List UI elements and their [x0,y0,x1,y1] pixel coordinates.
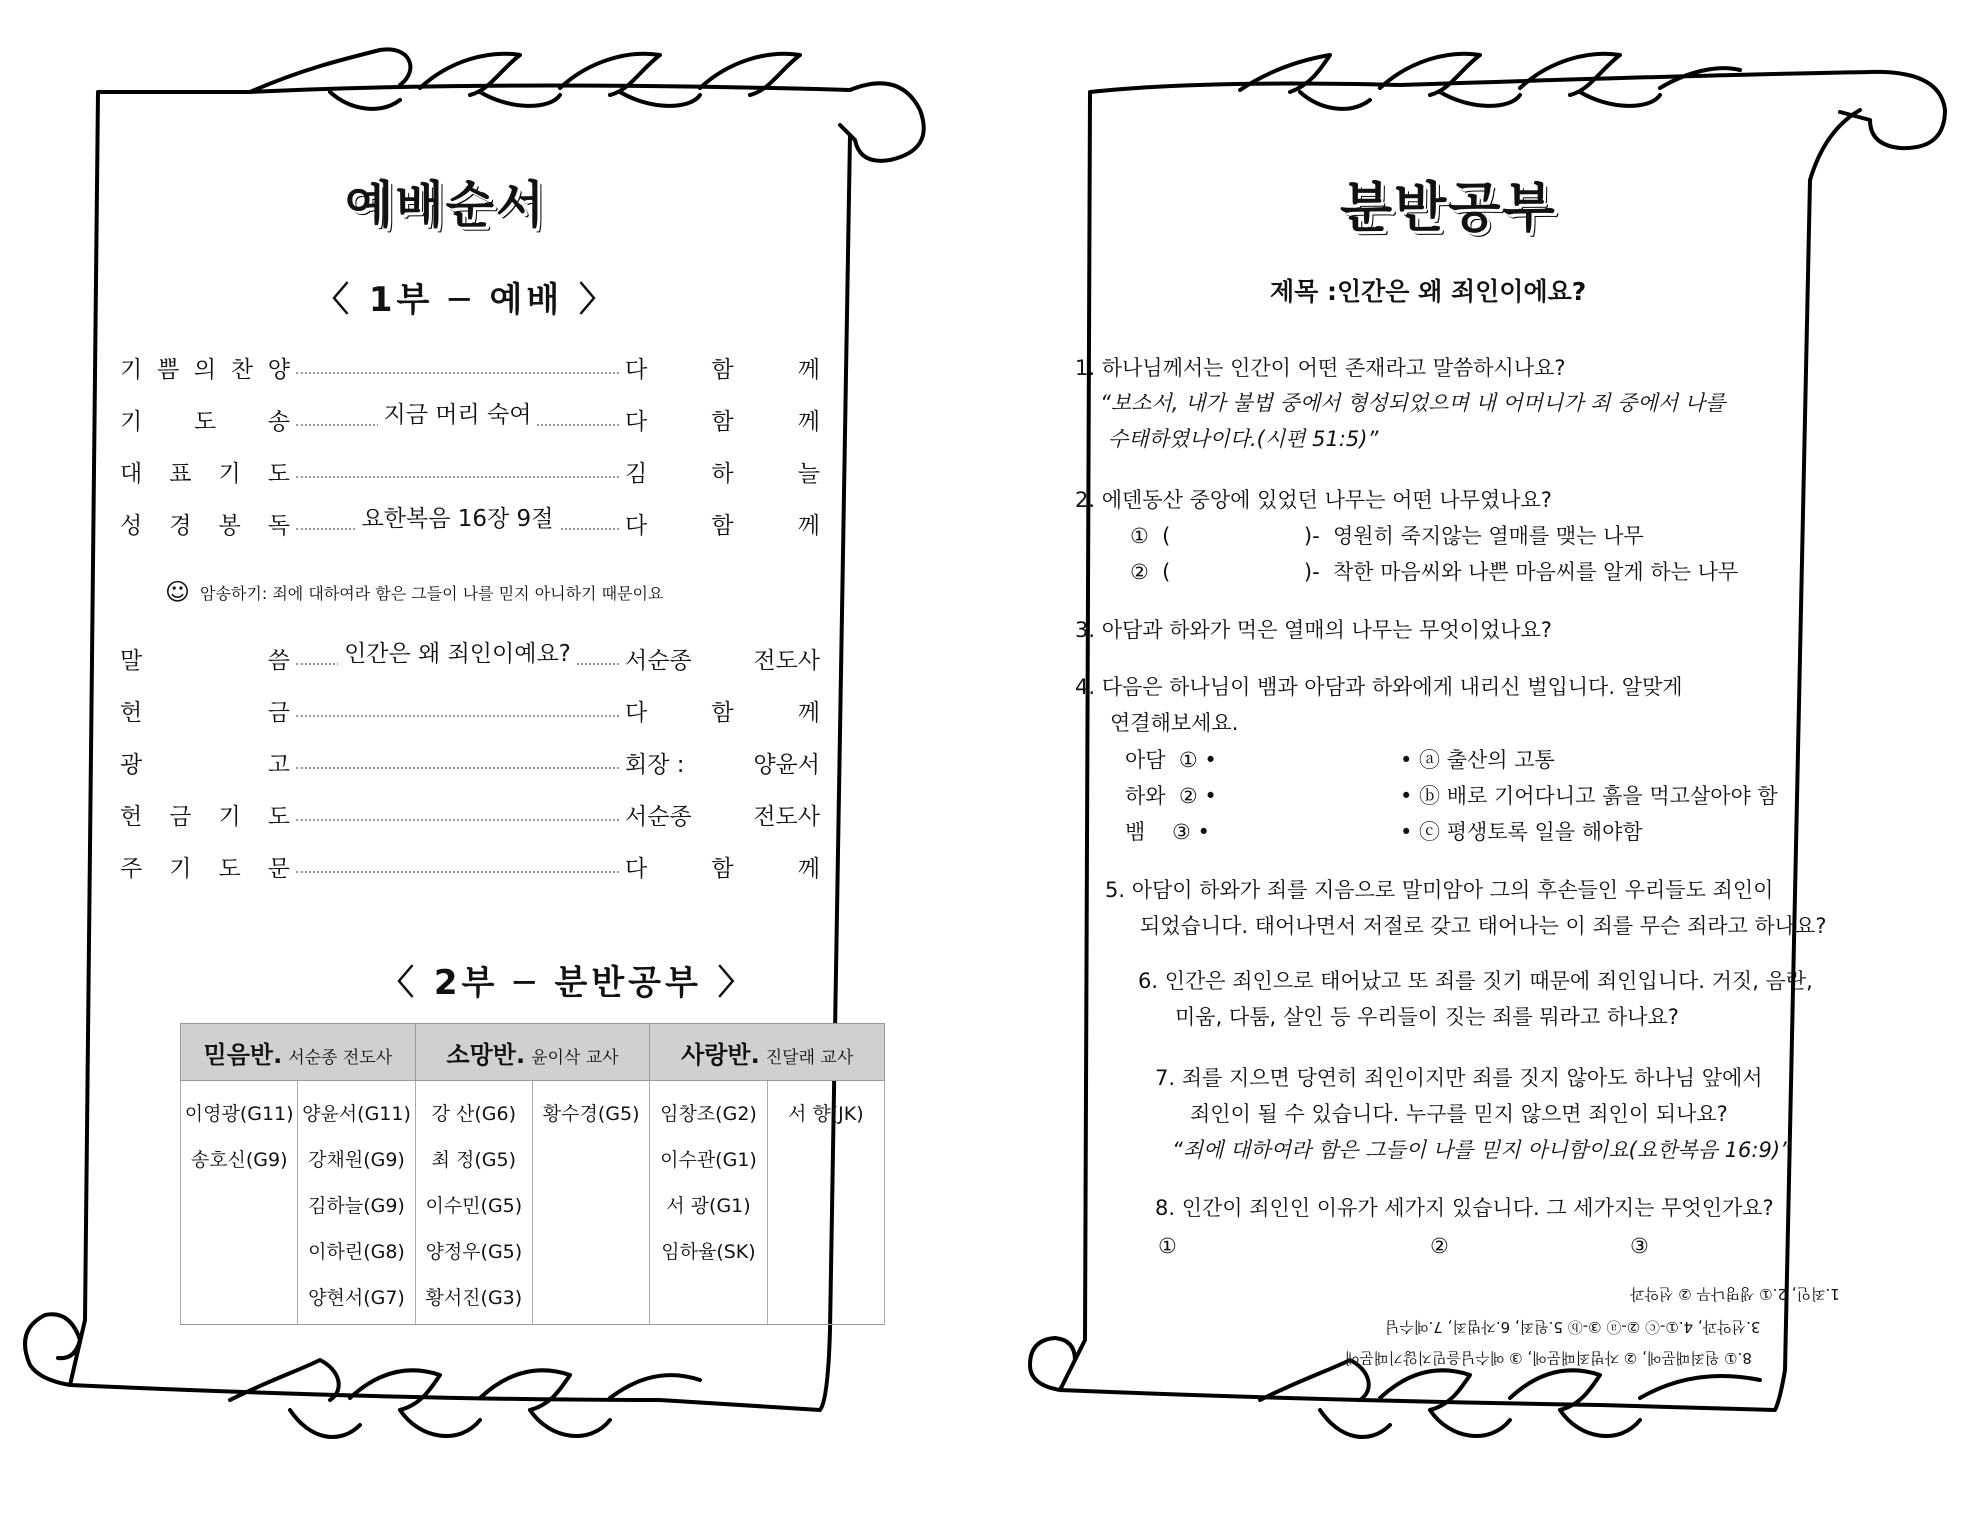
dotted-leader [296,641,619,667]
part1-heading: 〈 1부 ─ 예배 〉 [315,280,618,320]
student-name: 강채원(G9) [308,1149,405,1171]
question-8: 8. 인간이 죄인인 이유가 세가지 있습니다. 그 세가지는 무엇인가요? [1155,1196,1774,1220]
class-member-column [532,1081,649,1325]
dotted-leader [296,755,619,769]
order-label: 헌 금 기 도 [120,803,290,830]
order-leader: 다 함 께 [625,699,820,726]
order-row [120,347,820,387]
question-1: 1. 하나님께서는 인간이 어떤 존재라고 말씀하시나요? [1075,356,1566,380]
question-5-line2: 되었습니다. 태어나면서 저절로 갖고 태어나는 이 죄를 무슨 죄라고 하나요? [1140,914,1827,938]
student-name: 황수경(G5) [542,1103,640,1125]
order-leader: 회장 : 양윤서 [625,751,820,778]
question-2-option-2: ② ( )- 착한 마음씨와 나쁜 마음씨를 알게 하는 나무 [1130,560,1739,584]
question-7-quote: “죄에 대하여라 함은 그들이 나를 믿지 아니함이요(요한복음 16:9)” [1172,1138,1791,1162]
question-3: 3. 아담과 하와가 먹은 열매의 나무는 무엇이었나요? [1075,618,1552,642]
student-name: 양정우(G5) [425,1241,523,1263]
dotted-leader [296,703,619,717]
class-header-faith: 믿음반. 서순종 전도사 [181,1024,416,1081]
student-name: 최 정(G5) [431,1149,517,1171]
question-2: 2. 에덴동산 중앙에 있었던 나무는 어떤 나무였나요? [1075,488,1552,512]
student-name: 양현서(G7) [308,1287,405,1309]
order-label: 주 기 도 문 [120,855,290,882]
question-1-quote-line2: 수태하였나이다.(시편 51:5)” [1108,427,1379,451]
student-name: 강 산(G6) [431,1103,517,1125]
order-leader: 김 하 늘 [625,460,820,487]
order-row [120,451,820,491]
student-name: 송호신(G9) [190,1149,288,1171]
question-6-line1: 6. 인간은 죄인으로 태어났고 또 죄를 짓기 때문에 죄인입니다. 거짓, 음란, [1138,969,1813,993]
class-header-hope: 소망반. 윤이삭 교사 [415,1024,650,1081]
class-member-column [181,1081,298,1325]
student-name: 이수관(G1) [660,1149,757,1171]
order-detail: 지금 머리 숙여 [378,402,538,428]
question-2-option-1: ① ( )- 영원히 죽지않는 열매를 맺는 나무 [1130,524,1644,548]
student-name: 서 향(JK) [788,1103,864,1125]
order-row [120,399,820,439]
part2-heading: 〈 2부 ─ 분반공부 〉 [380,963,756,1003]
order-detail: 인간은 왜 죄인이예요? [338,641,577,667]
student-name: 황서진(G3) [425,1287,523,1309]
order-row [120,638,820,678]
order-label: 기 도 송 [120,408,290,435]
question-8-blank-2: ② [1430,1234,1449,1258]
student-name: 이하린(G8) [308,1241,405,1263]
dotted-leader [296,402,619,428]
order-row [120,503,820,543]
question-5-line1: 5. 아담이 하와가 죄를 지음으로 말미암아 그의 후손들인 우리들도 죄인이 [1105,878,1774,902]
right-page-title: 분반공부 [1340,176,1557,239]
class-member-column [298,1081,415,1325]
order-label: 대 표 기 도 [120,460,290,487]
dotted-leader [296,360,619,374]
match-right-a: • ⓐ 출산의 고통 [1400,748,1555,772]
order-label: 성 경 봉 독 [120,512,290,539]
order-leader: 다 함 께 [625,855,820,882]
order-label: 광 고 [120,751,290,778]
class-member-column [415,1081,532,1325]
order-leader: 다 함 께 [625,408,820,435]
match-right-b: • ⓑ 배로 기어다니고 흙을 먹고살아야 함 [1400,784,1778,808]
order-label: 말 씀 [120,647,290,674]
student-name: 김하늘(G9) [308,1195,405,1217]
order-leader: 다 함 께 [625,356,820,383]
question-7-line2: 죄인이 될 수 있습니다. 누구를 믿지 않으면 죄인이 되나요? [1190,1102,1728,1126]
dotted-leader [296,464,619,478]
answer-key-line-1: 8.① 원죄때문에, ② 자범죄때문에, ③ 예수님을믿지않기때문에 [1345,1349,1752,1367]
dotted-leader [296,506,619,532]
question-8-blank-1: ① [1158,1234,1177,1258]
student-name: 임하율(SK) [661,1241,756,1263]
memory-verse [165,578,663,606]
question-7-line1: 7. 죄를 지으면 당연히 죄인이지만 죄를 짓지 않아도 하나님 앞에서 [1155,1066,1763,1090]
dotted-leader [296,807,619,821]
question-1-quote-line1: “보소서, 내가 불법 중에서 형성되었으며 내 어머니가 죄 중에서 나를 [1100,391,1726,415]
match-left-1: 아담 ① • [1125,748,1217,772]
student-name: 양윤서(G11) [302,1103,411,1125]
match-right-c: • ⓒ 평생토록 일을 해야함 [1400,820,1643,844]
match-left-2: 하와 ② • [1125,784,1217,808]
order-detail: 요한복음 16장 9절 [356,506,560,532]
class-member-column [650,1081,767,1325]
order-leader: 서순종 전도사 [625,647,820,674]
class-header-love: 사랑반. 진달래 교사 [650,1024,885,1081]
match-left-3: 뱀 ③ • [1125,820,1210,844]
order-label: 기 쁨 의 찬 양 [120,356,290,383]
left-page-title: 예배순서 [345,176,547,234]
order-label: 헌 금 [120,699,290,726]
order-row [120,794,820,834]
order-row [120,846,820,886]
class-member-column [767,1081,884,1325]
class-table [180,1023,885,1325]
memory-verse-text: 암송하기: 죄에 대하여라 함은 그들이 나를 믿지 아니하기 때문이요 [200,583,664,603]
answer-key-line-3: 1.죄인, 2.① 생명나무 ② 선악과 [1630,1285,1840,1303]
question-4-line2: 연결해보세요. [1110,711,1239,735]
question-4-line1: 4. 다음은 하나님이 뱀과 아담과 하와에게 내리신 벌입니다. 알맞게 [1075,675,1683,699]
dotted-leader [296,859,619,873]
question-8-blank-3: ③ [1630,1234,1649,1258]
order-row [120,742,820,782]
order-leader: 다 함 께 [625,512,820,539]
lesson-subject: 제목 :인간은 왜 죄인이에요? [1270,277,1587,306]
student-name: 이수민(G5) [425,1195,523,1217]
question-6-line2: 미움, 다툼, 살인 등 우리들이 짓는 죄를 뭐라고 하나요? [1175,1005,1679,1029]
order-leader: 서순종 전도사 [625,803,820,830]
smiley-icon: ☺ [165,578,191,606]
student-name: 서 광(G1) [666,1195,751,1217]
student-name: 이영광(G11) [184,1103,294,1125]
order-row [120,690,820,730]
answer-key-line-2: 3.선악과, 4.①-ⓒ ②-ⓐ ③-ⓑ 5.원죄, 6.자범죄, 7.예수님 [1385,1318,1761,1336]
student-name: 임창조(G2) [660,1103,757,1125]
